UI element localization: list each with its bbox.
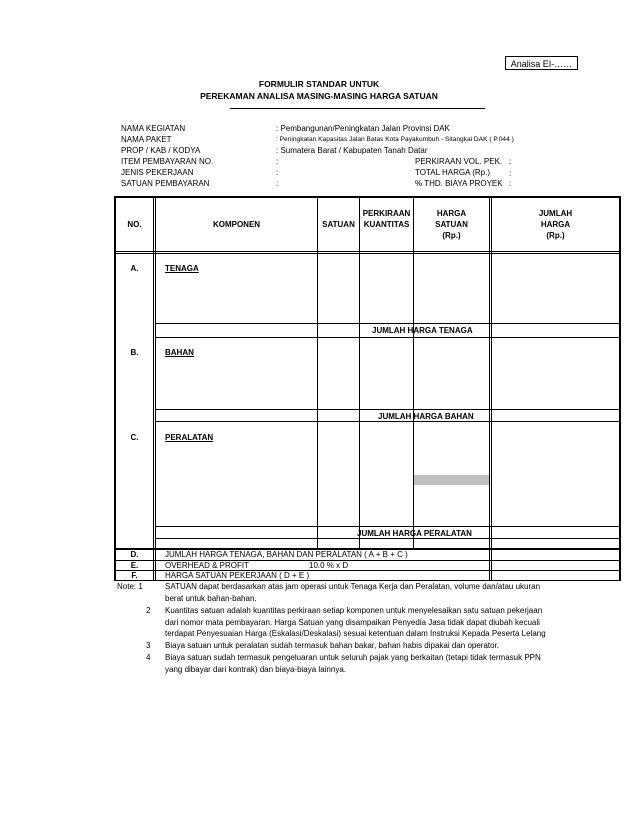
header-bottom-line-2 bbox=[114, 253, 620, 254]
nama-paket-label: NAMA PAKET bbox=[121, 135, 172, 144]
section-c-no: C. bbox=[130, 433, 139, 442]
row-e-text: OVERHEAD & PROFIT bbox=[165, 561, 250, 570]
header-harga-line1: HARGA bbox=[436, 209, 467, 218]
item-pembayaran-label: ITEM PEMBAYARAN NO. bbox=[121, 157, 214, 166]
row-f-no: F. bbox=[131, 571, 138, 580]
header-satuan: SATUAN bbox=[322, 220, 355, 229]
col-divider-kuantitas bbox=[413, 196, 414, 548]
total-harga-label: TOTAL HARGA (Rp.) bbox=[415, 168, 490, 177]
header-harga-line2: SATUAN bbox=[435, 220, 468, 229]
header-perkiraan-line1: PERKIRAAN bbox=[362, 209, 411, 218]
section-c-subtotal-label: JUMLAH HARGA PERALATAN bbox=[357, 529, 472, 538]
perkiraan-vol-value: : bbox=[509, 157, 512, 166]
shaded-cell bbox=[414, 475, 489, 485]
jenis-pekerjaan-label: JENIS PEKERJAAN bbox=[121, 168, 194, 177]
notes-label: Note: 1 bbox=[117, 582, 143, 591]
section-c-subtotal-top bbox=[155, 526, 619, 527]
header-perkiraan bbox=[360, 208, 413, 230]
total-harga-value: : bbox=[509, 169, 512, 178]
note-2-line2: dari nomor mata pembayaran. Harga Satuan yang disampaikan Penyedia Jasa tidak dapat diubah kecuali bbox=[165, 618, 540, 627]
note-2-line3: terdapat Penyesuaian Harga (Eskalasi/Deskalasi) sesuai ketentuan dalam Instruksi Kepada Peserta Lelang bbox=[165, 629, 546, 638]
row-d-no: D. bbox=[130, 550, 139, 559]
title-underline bbox=[230, 108, 485, 109]
row-f-text: HARGA SATUAN PEKERJAAN ( D + E ) bbox=[165, 571, 310, 580]
col-divider-harga bbox=[489, 196, 490, 580]
note-4-line1: Biaya satuan sudah termasuk pengeluaran untuk seluruh pajak yang berkaitan (tetapi tidak termasuk PPN bbox=[165, 653, 541, 662]
section-b-no: B. bbox=[130, 348, 139, 357]
row-e-value: 10.0 % x D bbox=[309, 561, 349, 570]
nama-paket-value: : Peningkatan Kapasitas Jalan Batas Kota Payakumbuh - Sitangkai DAK ( P.044 ) bbox=[276, 136, 514, 143]
col-divider-no-2 bbox=[155, 196, 156, 580]
nama-kegiatan-value: : Pembangunan/Peningkatan Jalan Provinsi DAK bbox=[276, 124, 450, 133]
prop-kab-label: PROP / KAB / KODYA bbox=[121, 146, 201, 155]
section-b-subtotal-bottom bbox=[155, 421, 619, 422]
note-2-line1: Kuantitas satuan adalah kuantitas perkiraan setiap komponen untuk menyelesaikan satu satuan pekerjaan bbox=[165, 606, 543, 615]
note-3-number: 3 bbox=[146, 641, 151, 650]
header-harga-line3: (Rp.) bbox=[442, 231, 461, 240]
satuan-pembayaran-label: SATUAN PEMBAYARAN bbox=[121, 179, 210, 188]
form-title-line1: FORMULIR STANDAR UNTUK bbox=[258, 79, 380, 89]
section-a-subtotal-top bbox=[155, 323, 619, 324]
col-divider-no bbox=[153, 196, 154, 580]
row-d-text: JUMLAH HARGA TENAGA, BAHAN DAN PERALATAN ( A + B + C ) bbox=[165, 550, 408, 559]
prop-kab-value: : Sumatera Barat / Kabupaten Tanah Datar bbox=[276, 146, 428, 155]
section-b-title: BAHAN bbox=[165, 348, 194, 357]
section-a-subtotal-bottom bbox=[155, 337, 619, 338]
note-2-number: 2 bbox=[146, 606, 151, 615]
row-e-no: E. bbox=[130, 561, 139, 570]
col-divider-satuan bbox=[359, 196, 360, 548]
satuan-pembayaran-value: : bbox=[276, 179, 279, 188]
note-3-line1: Biaya satuan untuk peralatan sudah termasuk bahan bakar, bahan habis dipakai dan operator. bbox=[165, 641, 500, 650]
header-komponen: KOMPONEN bbox=[212, 220, 261, 229]
section-a-title: TENAGA bbox=[165, 264, 199, 273]
note-4-line2: yang dibayar dari kontrak) dan biaya-biaya lainnya. bbox=[165, 665, 346, 674]
header-jumlah-line3: (Rp.) bbox=[546, 231, 565, 240]
jenis-pekerjaan-value: : bbox=[276, 168, 279, 177]
note-4-number: 4 bbox=[146, 653, 151, 662]
note-1-line2: berat untuk bahan-bahan. bbox=[165, 594, 257, 603]
table-top-border-full bbox=[114, 196, 620, 198]
header-no: NO. bbox=[127, 220, 142, 229]
section-b-subtotal-top bbox=[155, 409, 619, 410]
col-divider-harga-2 bbox=[491, 196, 492, 580]
perkiraan-vol-label: PERKIRAAN VOL. PEK. bbox=[415, 157, 503, 166]
header-perkiraan-line2: KUANTITAS bbox=[363, 220, 410, 229]
nama-kegiatan-label: NAMA KEGIATAN bbox=[121, 124, 186, 133]
section-a-subtotal-label: JUMLAH HARGA TENAGA bbox=[372, 326, 473, 335]
item-pembayaran-value: : bbox=[276, 157, 279, 166]
form-title-line2: PEREKAMAN ANALISA MASING-MASING HARGA SATUAN bbox=[200, 91, 438, 101]
note-1-line1: SATUAN dapat berdasarkan atas jam operasi untuk Tenaga Kerja dan Peralatan, volume dan/atau ukuran bbox=[165, 582, 541, 591]
thd-biaya-proyek-label: % THD. BIAYA PROYEK bbox=[415, 179, 503, 188]
col-divider-komponen bbox=[317, 196, 318, 548]
section-c-subtotal-bottom bbox=[155, 538, 619, 539]
section-c-title: PERALATAN bbox=[165, 433, 214, 442]
header-harga-satuan bbox=[414, 208, 489, 241]
form-code-box: Analisa EI-…… bbox=[505, 56, 578, 70]
thd-biaya-proyek-value: : bbox=[509, 179, 512, 188]
section-a-no: A. bbox=[130, 264, 139, 273]
section-b-subtotal-label: JUMLAH HARGA BAHAN bbox=[378, 412, 474, 421]
header-jumlah-harga bbox=[492, 208, 619, 241]
header-jumlah-line2: HARGA bbox=[540, 220, 571, 229]
header-jumlah-line1: JUMLAH bbox=[538, 209, 573, 218]
header-bottom-line bbox=[114, 251, 620, 252]
